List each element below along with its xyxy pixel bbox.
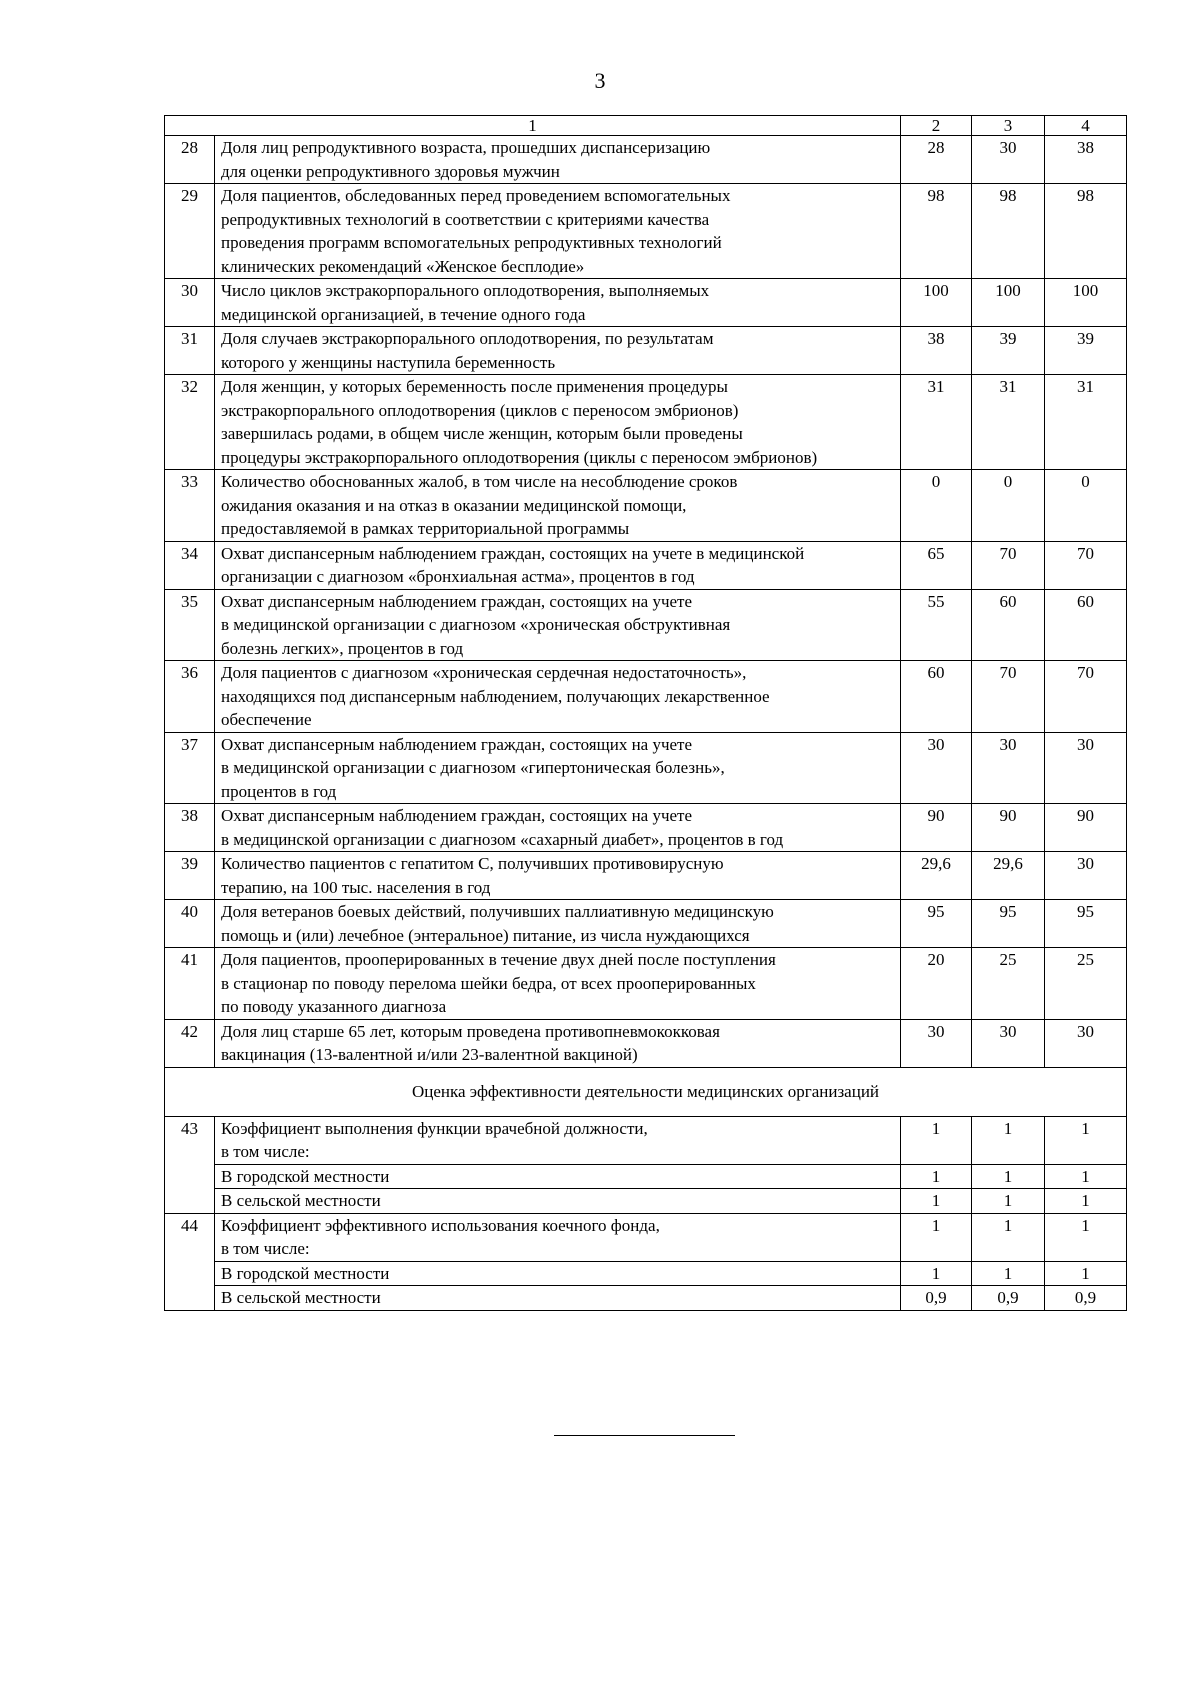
text-line: находящихся под диспансерным наблюдением, получающих лекарственное [221, 686, 770, 706]
page-number: 3 [594, 68, 606, 93]
value-cell: 100 [972, 279, 1045, 327]
header-row [165, 116, 1127, 136]
value-cell: 70 [972, 541, 1045, 589]
value-cell: 29,6 [972, 852, 1045, 900]
row-number: 38 [165, 804, 215, 852]
table-row [165, 804, 1127, 852]
text-line: Коэффициент эффективного использования коечного фонда, [221, 1215, 660, 1235]
indicator-text [215, 375, 901, 470]
row-number: 29 [165, 184, 215, 279]
value-cell: 70 [1045, 661, 1127, 733]
table-row [165, 541, 1127, 589]
value-cell: 1 [901, 1116, 972, 1164]
text-line: предоставляемой в рамках территориальной программы [221, 519, 630, 538]
value-cell: 0 [901, 470, 972, 542]
row-number: 36 [165, 661, 215, 733]
text-line: репродуктивных технологий в соответствии с критериями качества [221, 209, 710, 229]
text-line: в медицинской организации с диагнозом «гипертоническая болезнь», [221, 758, 725, 777]
row-number: 39 [165, 852, 215, 900]
value-cell: 98 [1045, 184, 1127, 279]
value-cell: 1 [1045, 1189, 1127, 1214]
text-line: ожидания оказания и на отказ в оказании медицинской помощи, [221, 495, 687, 515]
value-cell: 30 [972, 732, 1045, 804]
text-line: Охват диспансерным наблюдением граждан, состоящих на учете в медицинской [221, 543, 805, 563]
header-cell: 4 [1045, 116, 1127, 136]
text-line: вакцинация (13-валентной и/или 23-валентной вакциной) [221, 1045, 638, 1064]
text-line: которого у женщины наступила беременность [221, 352, 556, 372]
text-line: Коэффициент выполнения функции врачебной должности, [221, 1118, 648, 1138]
indicator-text [215, 1019, 901, 1067]
value-cell: 30 [1045, 732, 1127, 804]
table-row [165, 732, 1127, 804]
value-cell: 31 [901, 375, 972, 470]
value-cell: 30 [972, 1019, 1045, 1067]
sub-label: В городской местности [215, 1261, 901, 1286]
table-row [165, 279, 1127, 327]
table-row [165, 327, 1127, 375]
header-cell: 1 [165, 116, 901, 136]
text-line: процентов в год [221, 781, 337, 801]
table-row [165, 1116, 1127, 1164]
table-row [165, 136, 1127, 184]
value-cell: 98 [901, 184, 972, 279]
sub-row [165, 1189, 1127, 1214]
text-line: Охват диспансерным наблюдением граждан, состоящих на учете [221, 806, 693, 825]
value-cell: 60 [1045, 589, 1127, 661]
value-cell: 30 [972, 136, 1045, 184]
text-line: Доля женщин, у которых беременность после применения процедуры [221, 377, 728, 396]
value-cell: 1 [901, 1261, 972, 1286]
indicator-text [215, 900, 901, 948]
text-line: по поводу указанного диагноза [221, 997, 447, 1016]
text-line: завершилась родами, в общем числе женщин, которым были проведены [221, 424, 743, 443]
value-cell: 38 [1045, 136, 1127, 184]
text-line: Доля пациентов, прооперированных в течение двух дней после поступления [221, 950, 776, 969]
value-cell: 0,9 [972, 1286, 1045, 1311]
text-line: проведения программ вспомогательных репродуктивных технологий [221, 233, 722, 252]
value-cell: 1 [1045, 1261, 1127, 1286]
row-number: 43 [165, 1116, 215, 1213]
text-line: в медицинской организации с диагнозом «хроническая обструктивная [221, 615, 731, 634]
value-cell: 1 [1045, 1164, 1127, 1189]
value-cell: 95 [972, 900, 1045, 948]
text-line: в медицинской организации с диагнозом «сахарный диабет», процентов в год [221, 829, 784, 849]
text-line: организации с диагнозом «бронхиальная астма», процентов в год [221, 567, 695, 586]
text-line: для оценки репродуктивного здоровья мужчин [221, 161, 560, 181]
value-cell: 39 [972, 327, 1045, 375]
value-cell: 30 [1045, 852, 1127, 900]
text-line: Количество обоснованных жалоб, в том числе на несоблюдение сроков [221, 472, 738, 491]
text-line: Количество пациентов с гепатитом С, получивших противовирусную [221, 854, 724, 873]
table-row [165, 470, 1127, 542]
value-cell: 70 [1045, 541, 1127, 589]
text-line: Охват диспансерным наблюдением граждан, состоящих на учете [221, 734, 693, 754]
value-cell: 31 [972, 375, 1045, 470]
value-cell: 1 [1045, 1213, 1127, 1261]
value-cell: 1 [1045, 1116, 1127, 1164]
value-cell: 31 [1045, 375, 1127, 470]
table-body [165, 116, 1127, 1311]
value-cell: 70 [972, 661, 1045, 733]
row-number: 42 [165, 1019, 215, 1067]
value-cell: 100 [1045, 279, 1127, 327]
sub-row [165, 1164, 1127, 1189]
value-cell: 1 [901, 1164, 972, 1189]
indicator-text [215, 327, 901, 375]
text-line: Доля лиц старше 65 лет, которым проведена противопневмококковая [221, 1021, 720, 1041]
row-number: 32 [165, 375, 215, 470]
row-number: 37 [165, 732, 215, 804]
indicators-table [164, 115, 1127, 1311]
table-row [165, 852, 1127, 900]
row-number: 40 [165, 900, 215, 948]
indicator-text [215, 1116, 901, 1164]
value-cell: 0 [972, 470, 1045, 542]
row-number: 35 [165, 589, 215, 661]
value-cell: 30 [901, 1019, 972, 1067]
text-line: Доля пациентов с диагнозом «хроническая сердечная недостаточность», [221, 663, 747, 682]
header-cell: 2 [901, 116, 972, 136]
table-row [165, 661, 1127, 733]
text-line: помощь и (или) лечебное (энтеральное) питание, из числа нуждающихся [221, 925, 750, 945]
value-cell: 1 [901, 1213, 972, 1261]
text-line: экстракорпорального оплодотворения (циклов с переносом эмбрионов) [221, 400, 739, 420]
value-cell: 38 [901, 327, 972, 375]
row-number: 28 [165, 136, 215, 184]
value-cell: 20 [901, 948, 972, 1020]
indicator-text [215, 948, 901, 1020]
table-row [165, 375, 1127, 470]
value-cell: 60 [901, 661, 972, 733]
text-line: Охват диспансерным наблюдением граждан, состоящих на учете [221, 591, 693, 611]
sub-label: В городской местности [215, 1164, 901, 1189]
sub-label: В сельской местности [215, 1286, 901, 1311]
text-line: Доля лиц репродуктивного возраста, прошедших диспансеризацию [221, 138, 711, 157]
row-number: 31 [165, 327, 215, 375]
value-cell: 30 [901, 732, 972, 804]
indicator-text [215, 804, 901, 852]
indicator-text [215, 1213, 901, 1261]
text-line: клинических рекомендаций «Женское бесплодие» [221, 256, 585, 276]
text-line: Доля случаев экстракорпорального оплодотворения, по результатам [221, 329, 714, 348]
table-row [165, 1213, 1127, 1261]
value-cell: 25 [1045, 948, 1127, 1020]
table-row [165, 589, 1127, 661]
value-cell: 1 [972, 1116, 1045, 1164]
indicator-text [215, 732, 901, 804]
sub-row [165, 1261, 1127, 1286]
table-row [165, 900, 1127, 948]
row-number: 33 [165, 470, 215, 542]
value-cell: 1 [972, 1164, 1045, 1189]
sub-row [165, 1286, 1127, 1311]
value-cell: 0,9 [901, 1286, 972, 1311]
text-line: Доля пациентов, обследованных перед проведением вспомогательных [221, 186, 731, 205]
value-cell: 60 [972, 589, 1045, 661]
value-cell: 1 [972, 1213, 1045, 1261]
indicator-text [215, 470, 901, 542]
value-cell: 0 [1045, 470, 1127, 542]
value-cell: 90 [1045, 804, 1127, 852]
value-cell: 30 [1045, 1019, 1127, 1067]
value-cell: 25 [972, 948, 1045, 1020]
indicator-text [215, 589, 901, 661]
sub-label: В сельской местности [215, 1189, 901, 1214]
text-line: медицинской организацией, в течение одного года [221, 304, 586, 324]
text-line: в том числе: [221, 1239, 310, 1258]
text-line: обеспечение [221, 710, 312, 729]
row-number: 34 [165, 541, 215, 589]
value-cell: 1 [901, 1189, 972, 1214]
row-number: 41 [165, 948, 215, 1020]
row-number: 30 [165, 279, 215, 327]
value-cell: 1 [972, 1261, 1045, 1286]
header-cell: 3 [972, 116, 1045, 136]
value-cell: 98 [972, 184, 1045, 279]
table-row [165, 948, 1127, 1020]
value-cell: 95 [1045, 900, 1127, 948]
value-cell: 100 [901, 279, 972, 327]
text-line: терапию, на 100 тыс. населения в год [221, 877, 491, 897]
value-cell: 0,9 [1045, 1286, 1127, 1311]
value-cell: 90 [901, 804, 972, 852]
indicator-text [215, 541, 901, 589]
text-line: Доля ветеранов боевых действий, получивших паллиативную медицинскую [221, 902, 774, 921]
indicator-text [215, 136, 901, 184]
footer-rule [554, 1435, 735, 1436]
text-line: болезнь легких», процентов в год [221, 638, 464, 658]
indicator-text [215, 279, 901, 327]
text-line: Число циклов экстракорпорального оплодотворения, выполняемых [221, 281, 710, 300]
section-row [165, 1067, 1127, 1116]
value-cell: 90 [972, 804, 1045, 852]
text-line: процедуры экстракорпорального оплодотворения (циклы с переносом эмбрионов) [221, 447, 818, 467]
value-cell: 95 [901, 900, 972, 948]
row-number: 44 [165, 1213, 215, 1310]
table-row [165, 184, 1127, 279]
indicator-text [215, 184, 901, 279]
value-cell: 65 [901, 541, 972, 589]
section-title: Оценка эффективности деятельности медицинских организаций [165, 1067, 1127, 1116]
indicator-text [215, 852, 901, 900]
value-cell: 29,6 [901, 852, 972, 900]
value-cell: 55 [901, 589, 972, 661]
table-row [165, 1019, 1127, 1067]
text-line: в том числе: [221, 1142, 310, 1161]
value-cell: 28 [901, 136, 972, 184]
indicator-text [215, 661, 901, 733]
value-cell: 39 [1045, 327, 1127, 375]
text-line: в стационар по поводу перелома шейки бедра, от всех прооперированных [221, 973, 756, 993]
value-cell: 1 [972, 1189, 1045, 1214]
